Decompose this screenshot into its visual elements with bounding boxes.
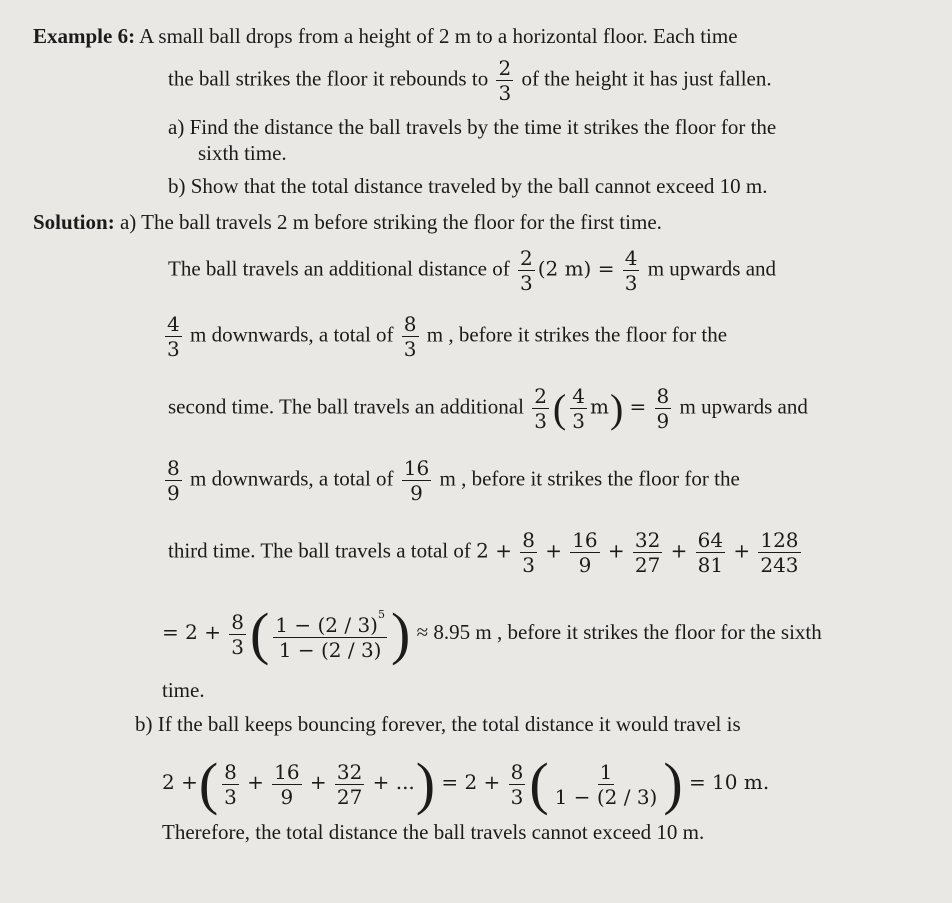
fraction-8-3: $\frac{8}{3}$ — [403, 312, 417, 361]
fraction-2-3: $\frac{2}{3}$ — [519, 246, 533, 295]
paren-close: ) — [415, 751, 436, 816]
solution-text-4b: m upwards and — [679, 394, 808, 419]
solution-text-4a: second time. The ball travels an additional — [168, 394, 524, 419]
fraction-1-over-geo: $\frac{1}{1 - (2 / 3)}$ — [554, 759, 658, 809]
fraction-16-9: $\frac{16}{9}$ — [274, 759, 300, 809]
fraction-16-9: $\frac{16}{9}$ — [403, 456, 430, 505]
solution-line-2 — [168, 248, 776, 293]
solution-text-5b: m , before it strikes the floor for the — [439, 466, 740, 491]
part-b-line: b) Show that the total distance traveled by the ball cannot exceed 10 m. — [168, 174, 768, 198]
part-a-line-2: sixth time. — [198, 141, 287, 165]
result-10m: = 10 m. — [688, 769, 770, 794]
plus-sign: + — [607, 538, 625, 563]
solution-line-3 — [162, 314, 727, 359]
solution-line-10 — [162, 751, 770, 816]
example-label: Example 6: — [33, 24, 136, 48]
fraction-32-27: $\frac{32}{27}$ — [634, 528, 661, 577]
example-line-2 — [168, 58, 772, 103]
fraction-8-3: $\frac{8}{3}$ — [231, 609, 244, 659]
solution-text-2b: m upwards and — [647, 256, 777, 281]
equals-sign: = — [629, 394, 647, 419]
solution-label: Solution: — [33, 210, 115, 234]
plus-sign: + — [670, 538, 688, 563]
paren-open: ( — [529, 751, 549, 816]
example-text-1: A small ball drops from a height of 2 m to a horizontal floor. Each time — [139, 24, 738, 48]
example-line-1 — [33, 26, 738, 47]
solution-line-7 — [162, 601, 822, 666]
expr-2m: (2 m) = — [537, 256, 615, 281]
geo-denominator: 1 − (2 / 3) — [278, 637, 382, 662]
solution-text-6a: third time. The ball travels a total of — [168, 538, 471, 563]
plus-sign: + — [309, 769, 327, 794]
plus-sign: + — [733, 538, 751, 563]
part-a-line-1: a) Find the distance the ball travels by the time it strikes the floor for the — [168, 115, 777, 139]
fraction-4-3: $\frac{4}{3}$ — [167, 312, 180, 361]
example-text-2b: of the height it has just fallen. — [521, 66, 772, 91]
solution-text-3a: m downwards, a total of — [189, 322, 394, 347]
solution-line-1 — [33, 212, 662, 233]
solution-text-5a: m downwards, a total of — [189, 466, 394, 491]
solution-text-7b: ≈ 8.95 m , before it strikes the floor for the sixth — [416, 619, 822, 644]
paren-open: ( — [198, 751, 219, 816]
solution-text-1: a) The ball travels 2 m before striking the floor for the first time. — [119, 210, 662, 234]
fraction-32-27: $\frac{32}{27}$ — [336, 759, 363, 809]
plus-sign: + — [247, 769, 264, 794]
example-text-2a: the ball strikes the floor it rebounds to — [168, 66, 489, 91]
ellipsis: + ... — [372, 769, 415, 794]
term-eq-2-plus: = 2 + — [441, 769, 501, 794]
fraction-64-81: $\frac{64}{81}$ — [697, 528, 724, 577]
fraction-8-9: $\frac{8}{9}$ — [167, 456, 180, 505]
solution-text-3b: m , before it strikes the floor for the — [426, 322, 728, 347]
term-2-plus: 2 + — [162, 769, 198, 794]
fraction-4-3: $\frac{4}{3}$ — [572, 384, 585, 433]
solution-text-2a: The ball travels an additional distance of — [168, 256, 510, 281]
fraction-2-3: $\frac{2}{3}$ — [534, 384, 547, 433]
solution-line-8: time. — [162, 678, 205, 702]
fraction-16-9: $\frac{16}{9}$ — [572, 528, 598, 577]
fraction-8-3: $\frac{8}{3}$ — [510, 759, 524, 809]
fraction-4-3: $\frac{4}{3}$ — [624, 246, 638, 295]
fraction-8-3: $\frac{8}{3}$ — [522, 528, 535, 577]
solution-line-4 — [168, 386, 808, 431]
term-eq-2-plus: = 2 + — [162, 619, 221, 644]
term-2-plus: 2 + — [476, 538, 512, 563]
paren-open: ( — [552, 385, 567, 431]
paren-close: ) — [663, 751, 683, 816]
plus-sign: + — [545, 538, 562, 563]
fraction-8-3: $\frac{8}{3}$ — [224, 759, 237, 809]
solution-line-6 — [168, 530, 804, 575]
fraction-2-3: $\frac{2}{3}$ — [498, 56, 512, 105]
fraction-8-9: $\frac{8}{9}$ — [656, 384, 670, 433]
paren-close: ) — [609, 385, 624, 431]
solution-line-5 — [162, 458, 740, 503]
geo-numerator: 1 − (2 / 3) — [275, 612, 378, 637]
paren-close: ) — [391, 601, 411, 666]
fraction-geometric-sum — [273, 609, 387, 660]
fraction-128-243: $\frac{128}{243}$ — [760, 528, 799, 577]
paren-open: ( — [249, 601, 270, 666]
unit-m: m — [589, 394, 609, 419]
exponent-5: 5 — [378, 607, 385, 621]
solution-line-11: Therefore, the total distance the ball travels cannot exceed 10 m. — [162, 820, 705, 844]
solution-line-9: b) If the ball keeps bouncing forever, the total distance it would travel is — [135, 712, 741, 736]
